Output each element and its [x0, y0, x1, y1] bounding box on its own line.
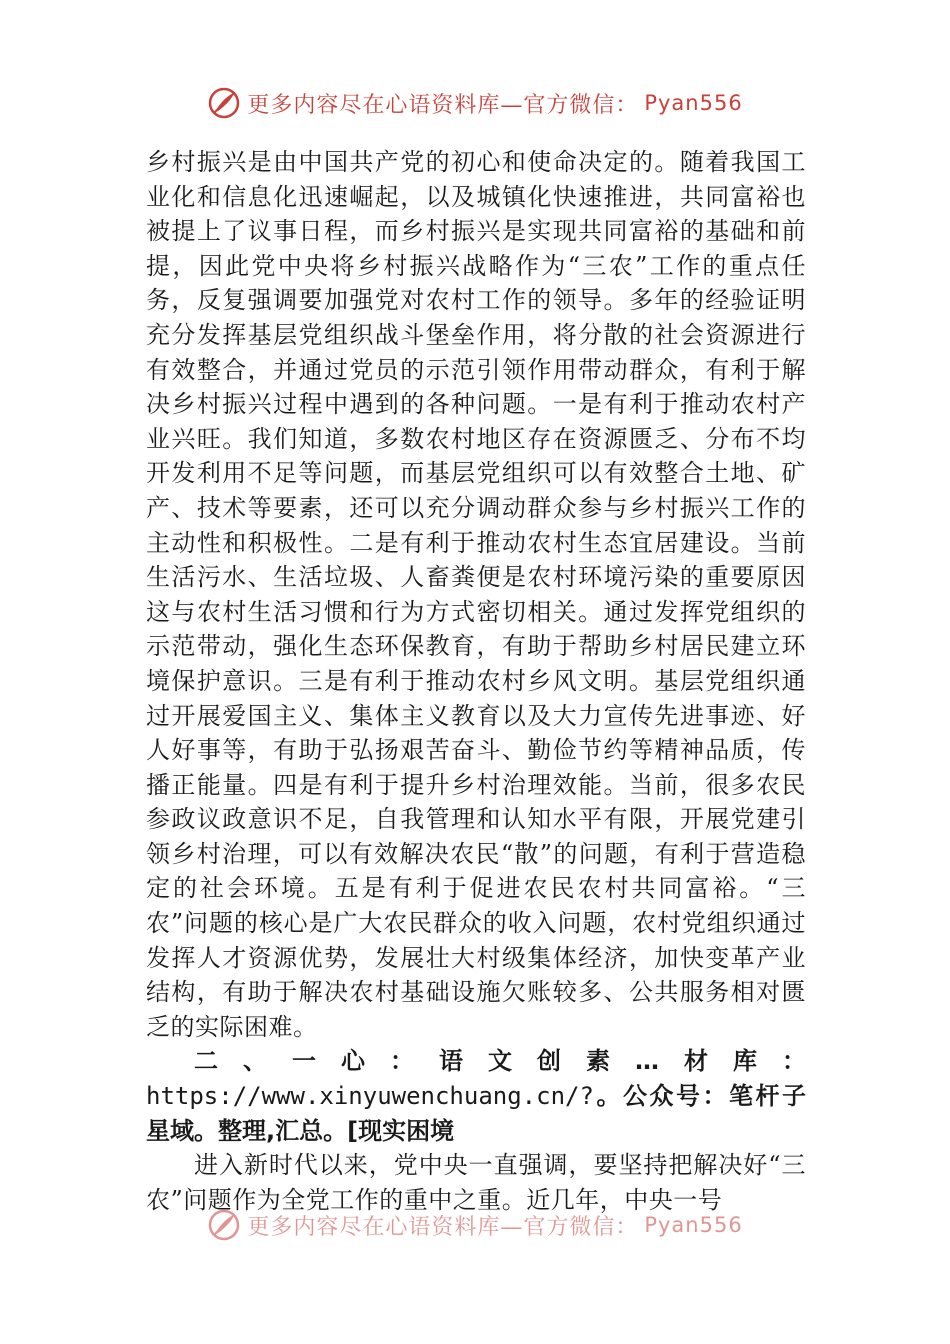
heading-url: https://www.xinyuwenchuang.cn/?	[146, 1082, 594, 1111]
watermark-footer	[0, 1208, 950, 1242]
quill-logo-icon	[207, 1208, 241, 1242]
body-paragraph: 进入新时代以来，党中央一直强调，要坚持把解决好“三农”问题作为全党工作的重中之重。近几年，中央一号	[146, 1151, 806, 1214]
watermark-id: Pyan556	[644, 1213, 743, 1237]
heading-suffix: 。公众号：笔杆子星域。整理,汇总。[现实困境	[146, 1082, 806, 1145]
body-paragraph: 乡村振兴是由中国共产党的初心和使命决定的。随着我国工业化和信息化迅速崛起，以及城镇化快速推进，共同富裕也被提上了议事日程，而乡村振兴是实现共同富裕的基础和前提，因此党中央将乡村振兴战略作为“三农”工作的重点任务，反复强调要加强党对农村工作的领导。多年的经验证明充分发挥基层党组织战斗堡垒作用，将分散的社会资源进行有效整合，并通过党员的示范引领作用带动群众，有利于解决乡村振兴过程中遇到的各种问题。一是有利于推动农村产业兴旺。我们知道，多数农村地区存在资源匮乏、分布不均开发利用不足等问题，而基层党组织可以有效整合土地、矿产、技术等要素，还可以充分调动群众参与乡村振兴工作的主动性和积极性。二是有利于推动农村生态宜居建设。当前生活污水、生活垃圾、人畜粪便是农村环境污染的重要原因这与农村生活习惯和行为方式密切相关。通过发挥党组织的示范带动，强化生态环保教育，有助于帮助乡村居民建立环境保护意识。三是有利于推动农村乡风文明。基层党组织通过开展爱国主义、集体主义教育以及大力宣传先进事迹、好人好事等，有助于弘扬艰苦奋斗、勤俭节约等精神品质，传播正能量。四是有利于提升乡村治理效能。当前，很多农民参政议政意识不足，自我管理和认知水平有限，开展党建引领乡村治理，可以有效解决农民“散”的问题，有利于营造稳定的社会环境。五是有利于促进农民农村共同富裕。“三农”问题的核心是广大农民群众的收入问题，农村党组织通过发挥人才资源优势，发展壮大村级集体经济，加快变革产业结构，有助于解决农村基础设施欠账较多、公共服务相对匮乏的实际困难。	[146, 148, 806, 1041]
heading-prefix: 二、一心：语文创素…材库：	[194, 1047, 806, 1076]
watermark-text: 更多内容尽在心语资料库—官方微信：	[247, 1214, 639, 1240]
watermark-id: Pyan556	[644, 91, 743, 115]
watermark-text: 更多内容尽在心语资料库—官方微信：	[247, 92, 639, 118]
watermark-header	[0, 86, 950, 120]
document-body	[146, 145, 806, 1217]
section-heading	[146, 1044, 806, 1148]
quill-logo-icon	[207, 86, 241, 120]
